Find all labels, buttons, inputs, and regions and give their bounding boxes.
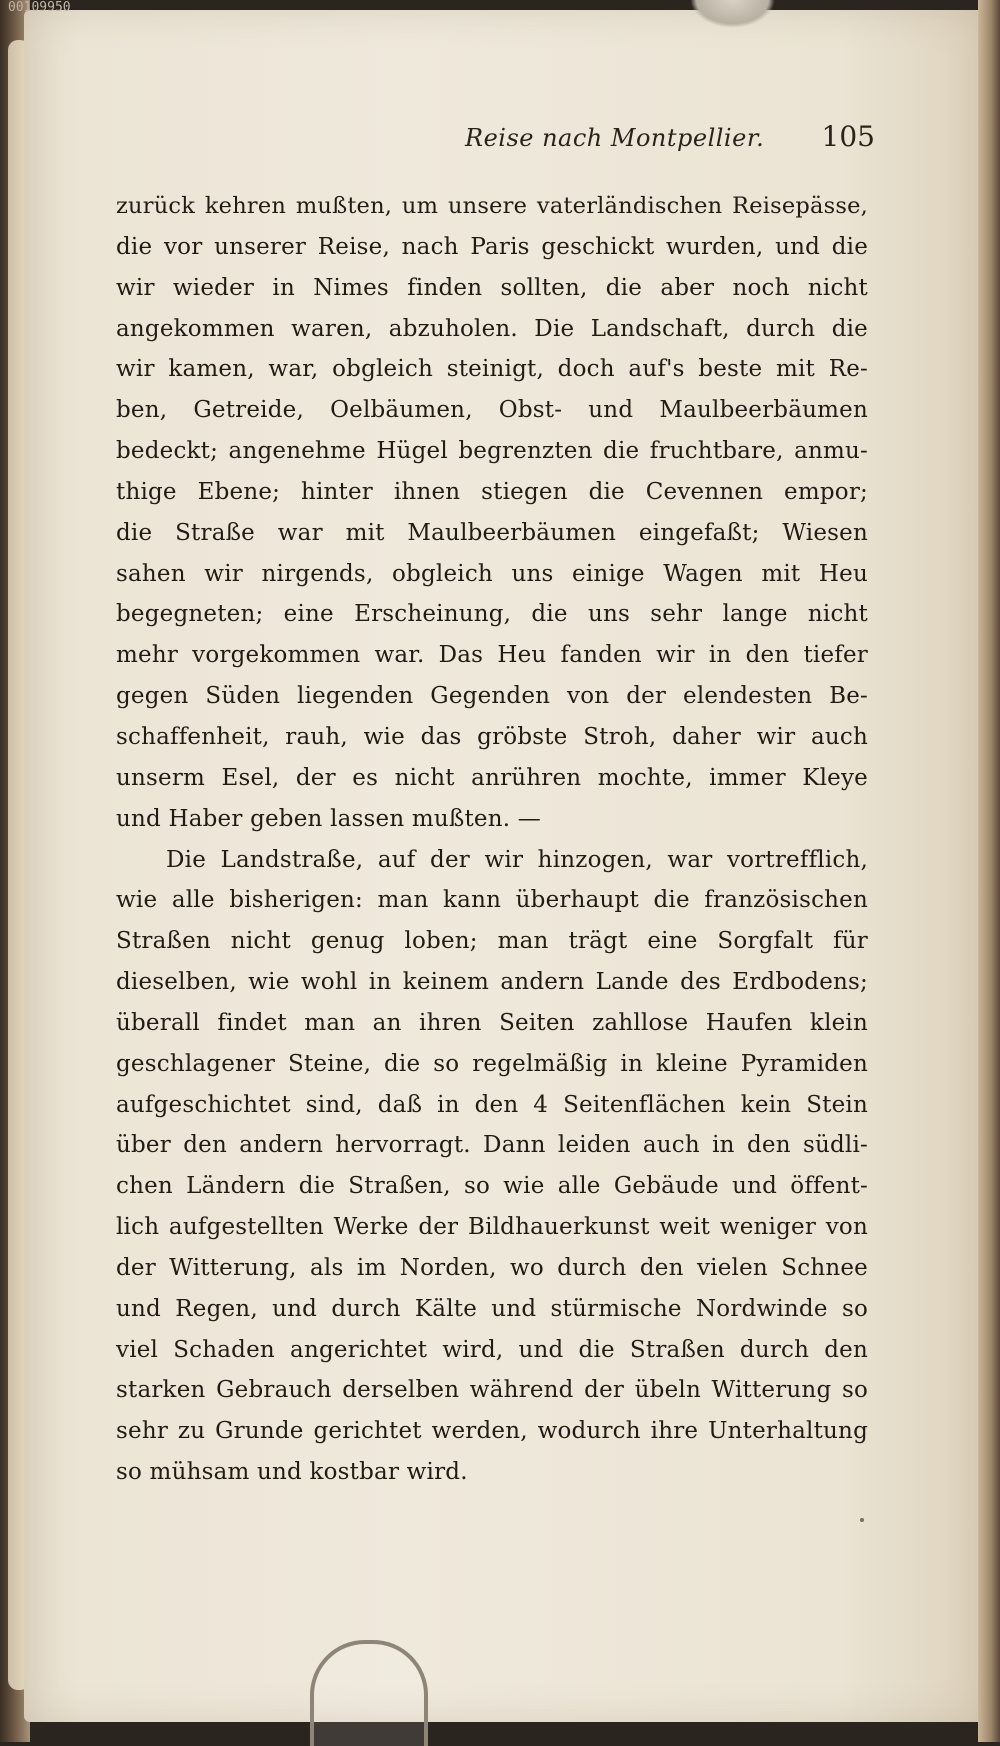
page-number: 105 [821,120,875,153]
paper-speck [860,1518,864,1522]
text-line: angekommen waren, abzuholen. Die Landschaft, durch die [116,315,868,342]
paragraph-end-line: und Haber geben lassen mußten. — [116,805,541,832]
text-line: wir kamen, war, obgleich steinigt, doch auf's beste mit Re- [116,356,868,383]
text-line: die Straße war mit Maulbeerbäumen eingefaßt; Wiesen [116,519,868,546]
text-line: der Witterung, als im Norden, wo durch den vielen Schnee [116,1254,868,1281]
text-line: schaffenheit, rauh, wie das gröbste Stroh, daher wir auch [116,723,868,750]
text-line: bedeckt; angenehme Hügel begrenzten die fruchtbare, anmu- [116,438,868,465]
text-line: die vor unserer Reise, nach Paris geschickt wurden, und die [116,233,868,260]
text-line: sahen wir nirgends, obgleich uns einige Wagen mit Heu [116,560,868,587]
text-line: geschlagener Steine, die so regelmäßig in kleine Pyramiden [116,1050,868,1077]
paragraph-end-line: so mühsam und kostbar wird. [116,1459,468,1486]
text-line: unserm Esel, der es nicht anrühren mochte, immer Kleye [116,764,868,791]
text-line: aufgeschichtet sind, daß in den 4 Seitenflächen kein Stein [116,1091,868,1118]
page-stack-edge [978,0,1000,1742]
page-clip-bottom [310,1640,428,1746]
text-line: dieselben, wie wohl in keinem andern Lande des Erdbodens; [116,969,868,996]
text-line: lich aufgestellten Werke der Bildhauerkunst weit weniger von [116,1214,868,1241]
body-text [116,186,868,1493]
text-line: mehr vorgekommen war. Das Heu fanden wir in den tiefer [116,642,868,669]
text-line: und Regen, und durch Kälte und stürmische Nordwinde so [116,1295,868,1322]
text-line: überall findet man an ihren Seiten zahllose Haufen klein [116,1009,868,1036]
text-line: sehr zu Grunde gerichtet werden, wodurch ihre Unterhaltung [116,1418,868,1445]
page-clip-top [690,0,775,28]
text-line: Straßen nicht genug loben; man trägt eine Sorgfalt für [116,928,868,955]
page-header [465,120,875,160]
text-line: ben, Getreide, Oelbäumen, Obst- und Maulbeerbäumen [116,397,868,424]
text-line: über den andern hervorragt. Dann leiden auch in den südli- [116,1132,868,1159]
text-line: thige Ebene; hinter ihnen stiegen die Cevennen empor; [116,478,868,505]
text-line: wie alle bisherigen: man kann überhaupt die französischen [116,887,868,914]
text-line: begegneten; eine Erscheinung, die uns sehr lange nicht [116,601,868,628]
running-title: Reise nach Montpellier. [465,124,765,152]
archive-tag: 00109950 [8,0,71,15]
text-line: wir wieder in Nimes finden sollten, die aber noch nicht [116,274,868,301]
text-line: zurück kehren mußten, um unsere vaterländischen Reisepässe, [116,193,868,219]
text-line: gegen Süden liegenden Gegenden von der elendesten Be- [116,683,868,710]
paragraph-start-line: Die Landstraße, auf der wir hinzogen, war vortrefflich, [166,846,868,873]
text-line: viel Schaden angerichtet wird, und die Straßen durch den [116,1336,868,1363]
text-line: starken Gebrauch derselben während der übeln Witterung so [116,1377,868,1404]
text-line: chen Ländern die Straßen, so wie alle Gebäude und öffent- [116,1173,868,1200]
